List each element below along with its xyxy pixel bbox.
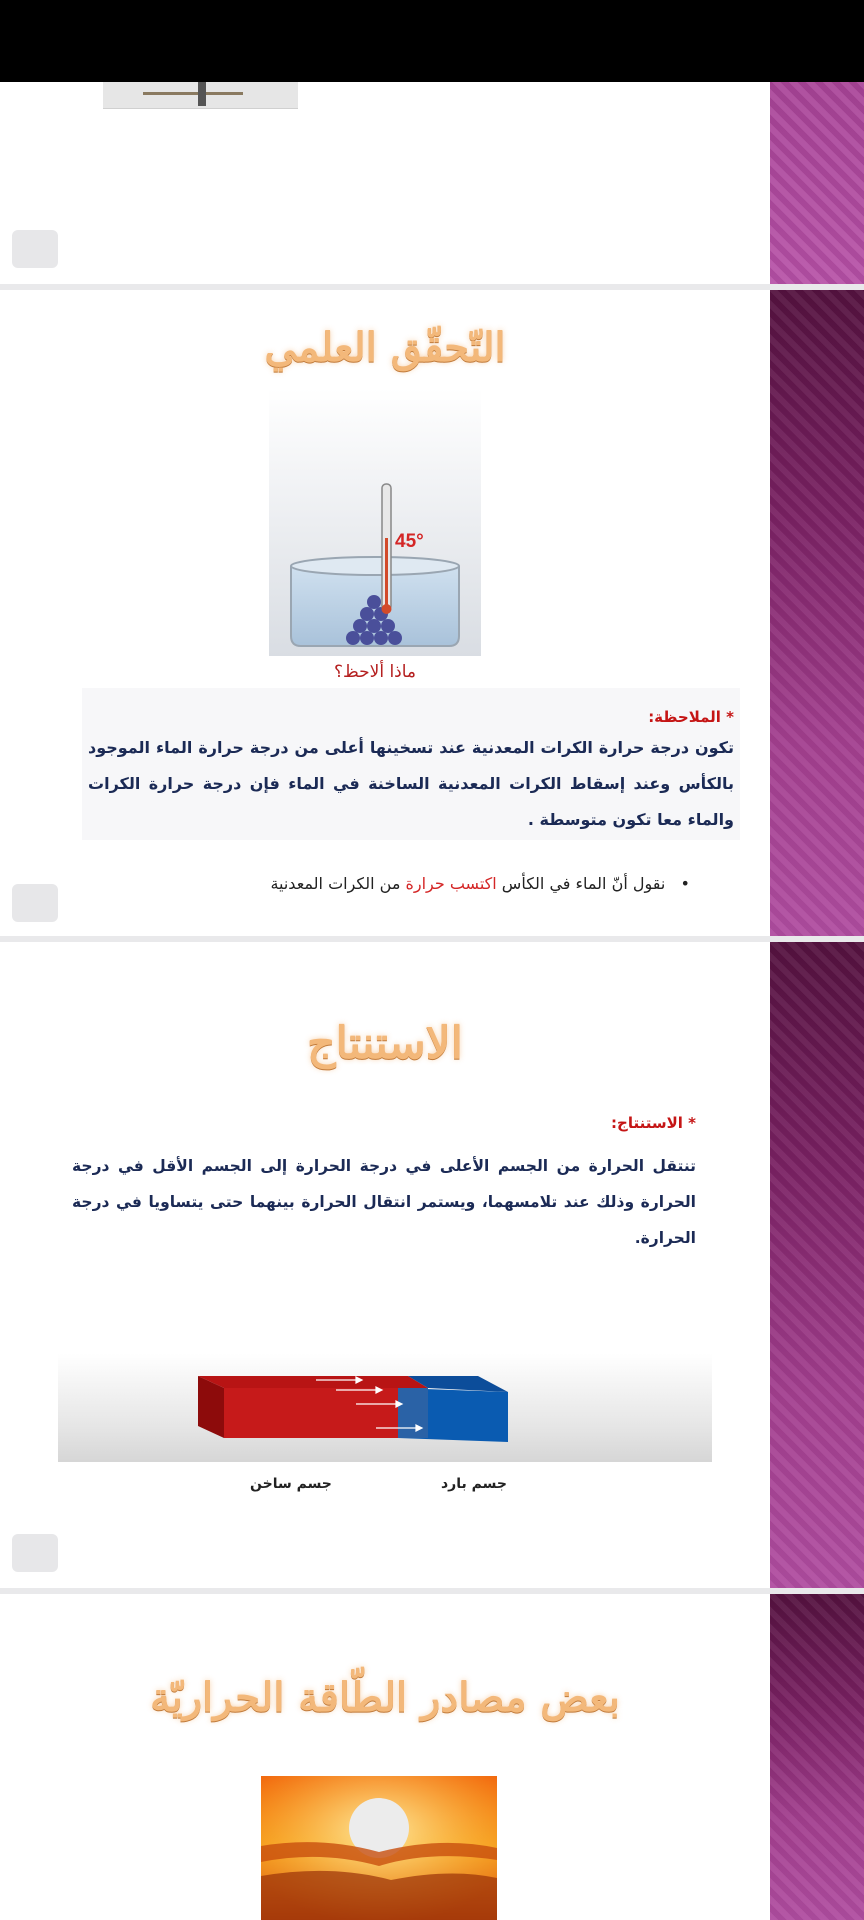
slide-menu-button[interactable]	[12, 230, 58, 268]
observation-box	[82, 688, 740, 840]
beaker-thermometer-image	[269, 388, 481, 656]
conclusion-image	[58, 1100, 712, 1492]
slide-previous	[0, 82, 864, 284]
label-cold-body: جسم بارد	[441, 1476, 507, 1492]
slide-investigation	[0, 290, 864, 936]
heat-transfer-diagram	[198, 1376, 538, 1476]
bullet-highlight: اكتسب حرارة	[405, 874, 497, 893]
slide-conclusion	[0, 942, 864, 1588]
bullet-statement	[250, 874, 690, 893]
slide-title: التّحقّق العلمي	[264, 324, 506, 371]
bullet-dot: •	[665, 874, 690, 893]
slide-menu-button[interactable]	[12, 1534, 58, 1572]
slide-title: الاستنتاج	[307, 1018, 463, 1069]
slide-title: بعض مصادر الطّاقة الحراريّة	[150, 1674, 620, 1721]
conclusion-heading: * الاستنتاج:	[611, 1114, 696, 1132]
question-caption: ماذا ألاحظ؟	[333, 662, 417, 682]
slide-decor-band	[770, 1594, 864, 1920]
label-hot-body: جسم ساخن	[250, 1476, 332, 1492]
slide-decor-band	[770, 290, 864, 936]
observation-text: تكون درجة حرارة الكرات المعدنية عند تسخينها أعلى من درجة حرارة الماء الموجود بالكأس وعند إسقاط الكرات المعدنية الساخنة في الماء فإن درجة حرارة الكرات والماء معا تكون متوسطة .	[88, 738, 734, 829]
slide-decor-band	[770, 942, 864, 1588]
slide-decor-band	[770, 82, 864, 284]
apparatus-image	[103, 82, 298, 109]
bullet-text-end: من الكرات المعدنية	[270, 874, 406, 893]
status-bar	[0, 0, 864, 82]
bullet-text-start: نقول أنّ الماء في الكأس	[496, 874, 666, 893]
conclusion-text: تنتقل الحرارة من الجسم الأعلى في درجة الحرارة إلى الجسم الأقل في درجة الحرارة وذلك عند تلامسهما، ويستمر انتقال الحرارة بينهما حتى يتساويا في درجة الحرارة.	[72, 1157, 696, 1247]
thermometer-reading: 45°	[395, 531, 424, 552]
slide-menu-button[interactable]	[12, 884, 58, 922]
sun-image	[261, 1776, 497, 1920]
slide-heat-sources	[0, 1594, 864, 1920]
observation-heading: * الملاحظة:	[648, 708, 734, 726]
